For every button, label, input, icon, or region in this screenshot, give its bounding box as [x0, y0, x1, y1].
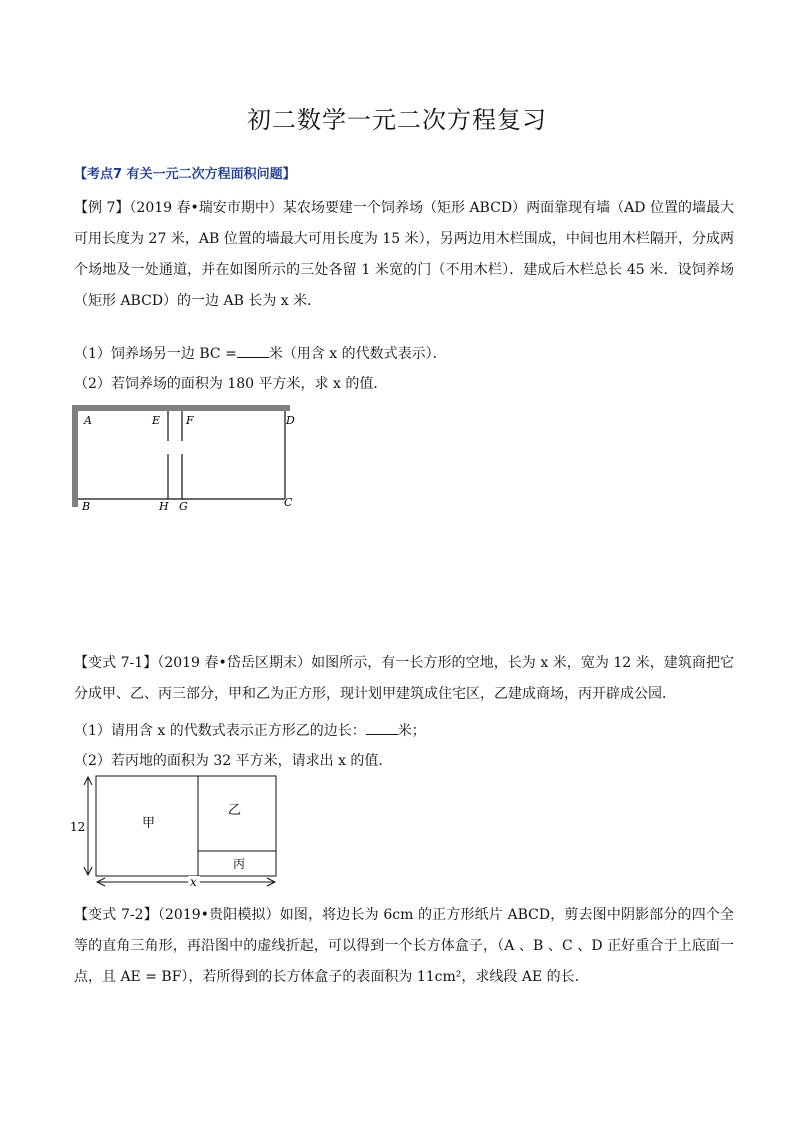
example-7-figure [60, 396, 310, 521]
label-height: 12 [70, 820, 86, 834]
example-7-question-1 [74, 343, 447, 363]
label-a: A [84, 414, 92, 427]
variant-7-1-figure [66, 772, 286, 892]
lot-rect [96, 776, 276, 876]
answer-blank[interactable] [237, 343, 269, 358]
label-g: G [179, 500, 188, 513]
label-jia: 甲 [142, 816, 156, 831]
section-heading: 【考点7 有关一元二次方程面积问题】 [74, 167, 296, 182]
q1-suffix: 米（用含 x 的代数式表示）． [268, 346, 447, 362]
q1-suffix: 米； [397, 723, 426, 739]
label-b: B [82, 500, 91, 513]
label-bing: 丙 [233, 857, 246, 871]
variant-7-1-text: 【变式 7-1】（2019 春•岱岳区期末）如图所示，有一长方形的空地，长为 x 米，宽为 12 米，建筑商把它分成甲、乙、丙三部分，甲和乙为正方形，现计划甲建筑成住宅区，乙建成商场，丙开辟成公园． [74, 655, 734, 702]
label-e: E [152, 414, 161, 427]
wall-left [72, 405, 78, 507]
example-7-text: 【例 7】（2019 春•瑞安市期中）某农场要建一个饲养场（矩形 ABCD）两面靠现有墙（AD 位置的墙最大可用长度为 27 米，AB 位置的墙最大可用长度为 15 米），另两边用木栏围成，中间也用木栏隔开，分成两个场地及一处通道，并在如图所示的三处各留 1 米宽的门（不用木栏）．建成后木栏总长 45 米．设饲养场（矩形 ABCD）的一边 AB 长为 x 米． [74, 200, 734, 309]
label-h: H [159, 500, 169, 513]
wall-top [72, 405, 290, 411]
q1-prefix: （1）请用含 x 的代数式表示正方形乙的边长： [74, 723, 366, 739]
answer-blank[interactable] [366, 720, 398, 735]
label-width: x [190, 875, 197, 889]
q1-prefix: （1）饲养场另一边 BC = [74, 346, 237, 362]
variant-7-1-question-1 [74, 720, 426, 740]
page-title: 初二数学一元二次方程复习 [247, 106, 547, 134]
variant-7-2-text: 【变式 7-2】（2019•贵阳模拟）如图，将边长为 6cm 的正方形纸片 ABCD，剪去图中阴影部分的四个全等的直角三角形，再沿图中的虚线折起，可以得到一个长方体盒子，（A 、B 、C 、D 正好重合于上底面一点，且 AE = BF），若所得到的长方体盒子的表面积为 11cm²，求线段 AE 的长． [74, 907, 734, 985]
example-7-question-2: （2）若饲养场的面积为 180 平方米，求 x 的值． [74, 376, 388, 392]
label-d: D [286, 414, 295, 427]
label-f: F [186, 414, 194, 427]
variant-7-1-question-2: （2）若丙地的面积为 32 平方米，请求出 x 的值． [74, 753, 393, 769]
label-c: C [284, 496, 293, 509]
label-yi: 乙 [228, 803, 242, 818]
